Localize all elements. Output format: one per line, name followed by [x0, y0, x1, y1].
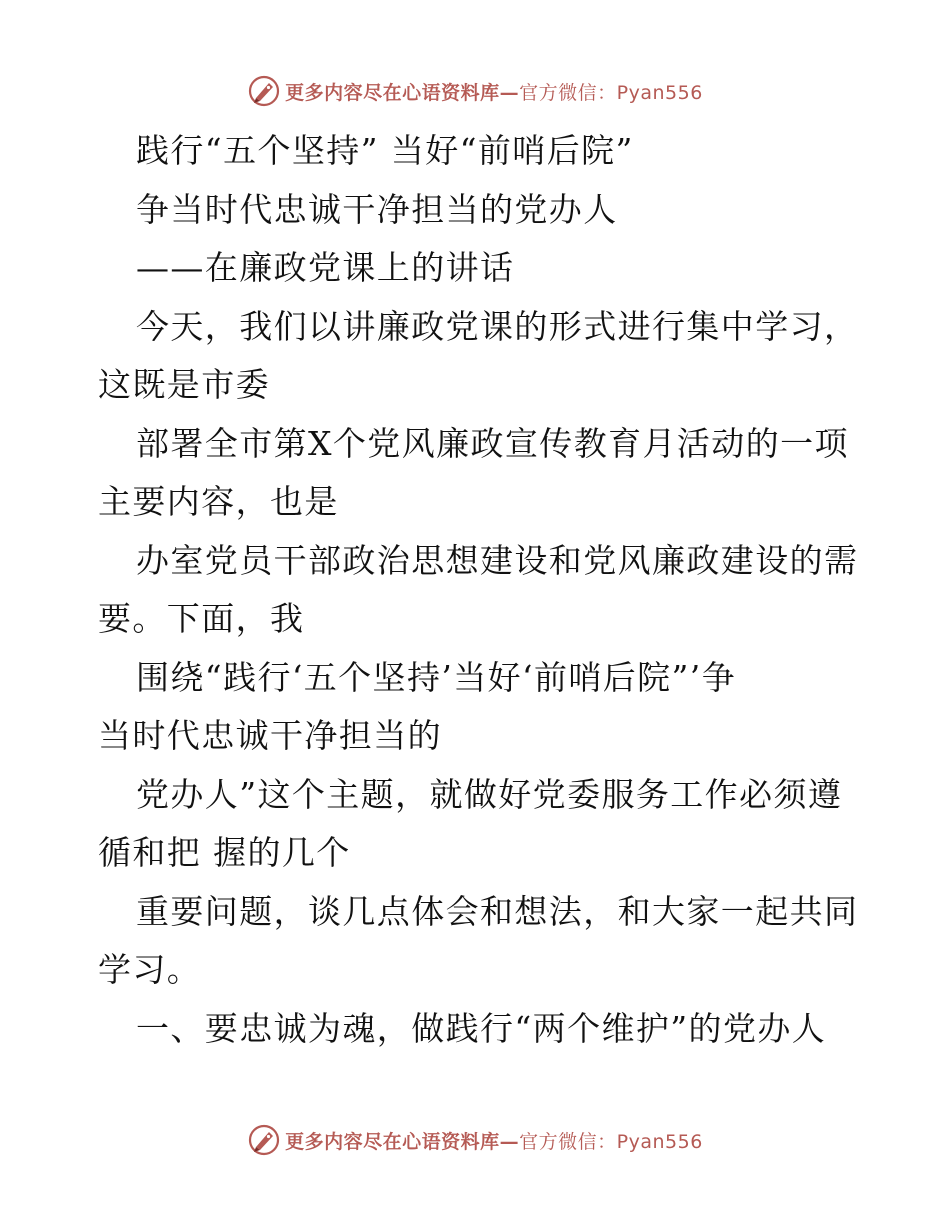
banner-text: 更多内容尽在心语资料库— — [285, 1130, 520, 1153]
text-line: 学习。 — [98, 950, 202, 989]
header-banner — [0, 71, 950, 111]
text-line: 要。下面，我 — [98, 599, 305, 638]
text-line: 党办人”这个主题，就做好党委服务工作必须遵 — [136, 774, 843, 814]
banner-text: 更多内容尽在心语资料库— — [285, 81, 520, 104]
text-line: 部署全市第X个党风廉政宣传教育月活动的一项 — [136, 423, 849, 463]
text-line: 当时代忠诚干净担当的 — [98, 716, 442, 755]
text-line: 循和把 握的几个 — [98, 833, 351, 872]
text-line: 主要内容，也是 — [98, 482, 339, 521]
text-line: 重要问题，谈几点体会和想法，和大家一起共同 — [136, 891, 859, 931]
footer-banner — [0, 1120, 950, 1160]
banner-wechat: 官方微信：Pyan556 — [519, 1130, 703, 1153]
text-line: 围绕“践行‘五个坚持’当好‘前哨后院”’争 — [136, 657, 737, 697]
document-body — [98, 122, 858, 1058]
text-line: 践行“五个坚持” 当好“前哨后院” — [136, 131, 634, 170]
text-line: 这既是市委 — [98, 365, 270, 404]
text-line: 办室党员干部政治思想建设和党风廉政建设的需 — [136, 540, 859, 580]
text-line: ——在廉政党课上的讲话 — [136, 248, 515, 287]
text-line: 今天，我们以讲廉政党课的形式进行集中学习， — [136, 306, 859, 346]
text-line: 争当时代忠诚干净担当的党办人 — [136, 189, 618, 229]
pen-nib-logo-icon — [247, 1123, 281, 1157]
text-line: 一、要忠诚为魂，做践行“两个维护”的党办人 — [136, 1008, 827, 1048]
pen-nib-logo-icon — [247, 74, 281, 108]
banner-wechat: 官方微信：Pyan556 — [519, 81, 703, 104]
